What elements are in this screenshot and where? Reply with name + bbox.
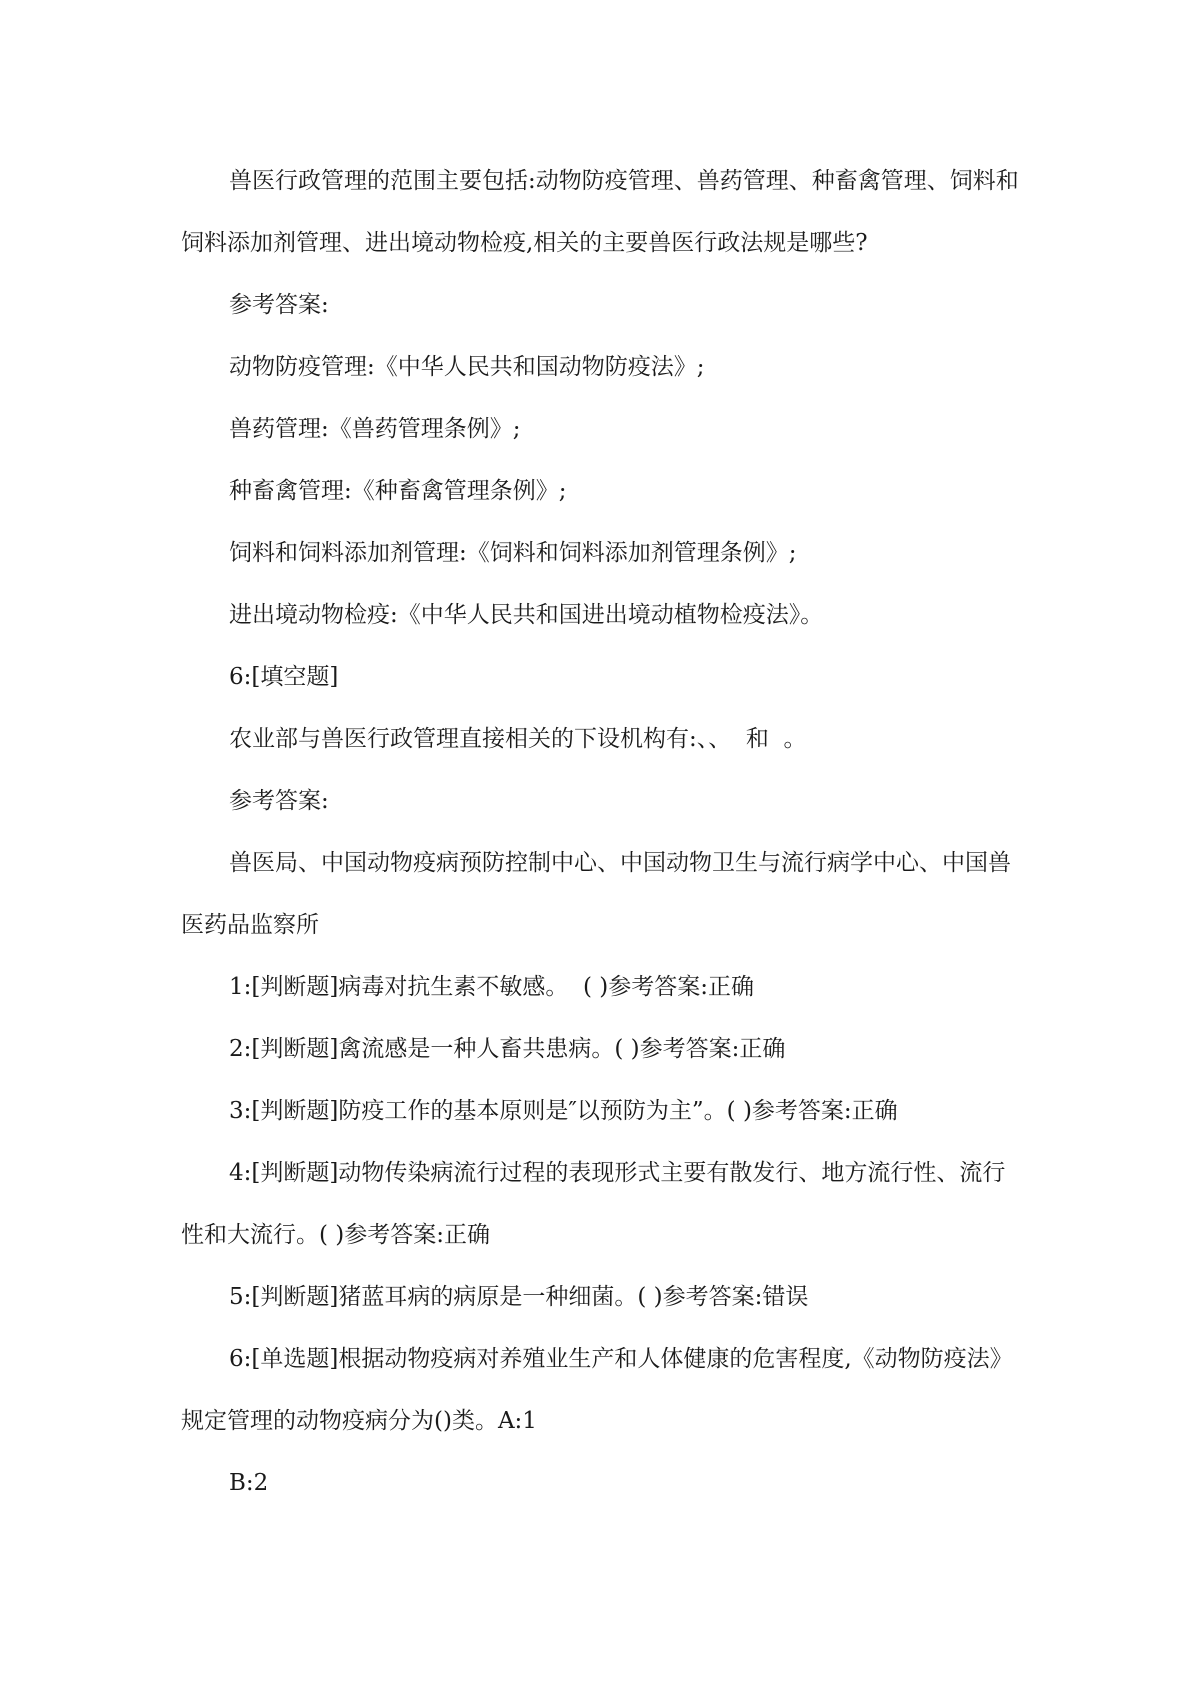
judgment-question: 1:[判断题]病毒对抗生素不敏感。 ( )参考答案:正确	[229, 974, 754, 1000]
answer-line: 饲料和饲料添加剂管理:《饲料和饲料添加剂管理条例》;	[229, 540, 797, 566]
question-text: 农业部与兽医行政管理直接相关的下设机构有:、、 和 。	[229, 726, 807, 752]
question-text: 兽医行政管理的范围主要包括:动物防疫管理、兽药管理、种畜禽管理、饲料和饲料添加剂管理、进出境动物检疫,相关的主要兽医行政法规是哪些?	[181, 168, 1019, 256]
choice-option: B:2	[229, 1470, 269, 1496]
answer-line: 动物防疫管理:《中华人民共和国动物防疫法》;	[229, 354, 705, 380]
answer-line: 兽药管理:《兽药管理条例》;	[229, 416, 521, 442]
judgment-question: 2:[判断题]禽流感是一种人畜共患病。( )参考答案:正确	[229, 1036, 786, 1062]
answer-heading: 参考答案:	[229, 788, 329, 814]
judgment-question: 3:[判断题]防疫工作的基本原则是″以预防为主”。( )参考答案:正确	[229, 1098, 898, 1124]
judgment-question: 4:[判断题]动物传染病流行过程的表现形式主要有散发行、地方流行性、流行性和大流行。( )参考答案:正确	[181, 1160, 1006, 1248]
document-body	[181, 150, 1021, 1514]
answer-line: 进出境动物检疫:《中华人民共和国进出境动植物检疫法》。	[229, 602, 824, 628]
judgment-question: 5:[判断题]猪蓝耳病的病原是一种细菌。( )参考答案:错误	[229, 1284, 809, 1310]
answer-heading: 参考答案:	[229, 292, 329, 318]
question-number: 6:[填空题]	[229, 664, 339, 690]
choice-question: 6:[单选题]根据动物疫病对养殖业生产和人体健康的危害程度,《动物防疫法》规定管理的动物疫病分为()类。A:1	[181, 1346, 1013, 1434]
answer-line: 种畜禽管理:《种畜禽管理条例》;	[229, 478, 567, 504]
answer-line: 兽医局、中国动物疫病预防控制中心、中国动物卫生与流行病学中心、中国兽医药品监察所	[181, 850, 1011, 938]
